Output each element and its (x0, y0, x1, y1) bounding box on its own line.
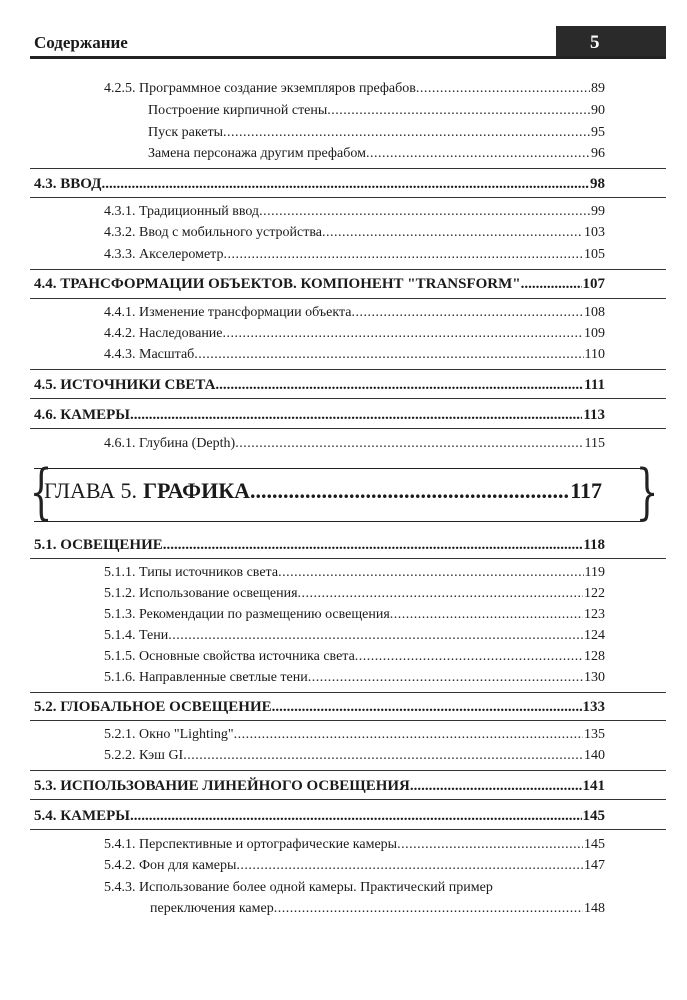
toc-section-5-3[interactable]: 5.3. ИСПОЛЬЗОВАНИЕ ЛИНЕЙНОГО ОСВЕЩЕНИЯ ..... 141 (34, 775, 605, 797)
toc-entry-4-3-1[interactable]: 4.3.1. Традиционный ввод ..... 99 (104, 201, 605, 223)
section-rule (30, 799, 666, 800)
toc-entry-4-2-5[interactable]: 4.2.5. Программное создание экземпляров префабов ..... 89 (104, 78, 605, 100)
toc-section-4-4[interactable]: 4.4. ТРАНСФОРМАЦИИ ОБЪЕКТОВ. КОМПОНЕНТ "TRANSFORM" ..... 107 (34, 273, 605, 295)
left-brace-ornament: { (29, 457, 53, 527)
toc-entry-4-3-3[interactable]: 4.3.3. Акселерометр ..... 105 (104, 244, 605, 266)
toc-section-4-6[interactable]: 4.6. КАМЕРЫ ..... 113 (34, 404, 605, 426)
section-rule (30, 269, 666, 270)
toc-entry-5-1-5[interactable]: 5.1.5. Основные свойства источника света ..... 128 (104, 646, 605, 668)
toc-entry-5-1-6[interactable]: 5.1.6. Направленные светлые тени ..... 130 (104, 667, 605, 689)
section-rule (30, 298, 666, 299)
section-rule (30, 558, 666, 559)
section-rule (30, 692, 666, 693)
chapter-page: 117 (570, 478, 602, 503)
section-rule (30, 770, 666, 771)
toc-entry-character-swap[interactable]: Замена персонажа другим префабом ..... 96 (148, 143, 605, 165)
section-rule (30, 168, 666, 169)
toc-entry-5-1-2[interactable]: 5.1.2. Использование освещения ..... 122 (104, 583, 605, 605)
toc-entry-5-1-1[interactable]: 5.1.1. Типы источников света ..... 119 (104, 562, 605, 584)
toc-entry-5-1-3[interactable]: 5.1.3. Рекомендации по размещению освещения ..... 123 (104, 604, 605, 626)
toc-entry-5-4-3-cont[interactable]: переключения камер ..... 148 (150, 898, 605, 920)
header-rule (30, 56, 666, 59)
section-rule (30, 829, 666, 830)
page-header (0, 0, 687, 62)
toc-entry-5-1-4[interactable]: 5.1.4. Тени ..... 124 (104, 625, 605, 647)
section-rule (30, 369, 666, 370)
toc-entry-5-4-2[interactable]: 5.4.2. Фон для камеры ..... 147 (104, 855, 605, 877)
toc-entry-5-4-1[interactable]: 5.4.1. Перспективные и ортографические камеры ..... 145 (104, 834, 605, 856)
toc-entry-brick-wall[interactable]: Построение кирпичной стены ..... 90 (148, 100, 605, 122)
page-number: 5 (590, 32, 600, 53)
section-rule (30, 428, 666, 429)
toc-section-5-4[interactable]: 5.4. КАМЕРЫ ..... 145 (34, 805, 605, 827)
toc-entry-4-4-2[interactable]: 4.4.2. Наследование ..... 109 (104, 323, 605, 345)
header-title: Содержание (34, 33, 128, 52)
toc-entry-4-4-3[interactable]: 4.4.3. Масштаб ..... 110 (104, 344, 605, 366)
toc-entry-rocket[interactable]: Пуск ракеты ..... 95 (148, 122, 605, 144)
toc-entry-5-2-1[interactable]: 5.2.1. Окно "Lighting" ..... 135 (104, 724, 605, 746)
section-rule (30, 720, 666, 721)
toc-chapter-5[interactable] (44, 478, 602, 512)
toc-section-5-2[interactable]: 5.2. ГЛОБАЛЬНОЕ ОСВЕЩЕНИЕ ..... 133 (34, 696, 605, 718)
toc-entry-4-4-1[interactable]: 4.4.1. Изменение трансформации объекта ..... 108 (104, 302, 605, 324)
toc-entry-4-6-1[interactable]: 4.6.1. Глубина (Depth) ..... 115 (104, 433, 605, 455)
toc-entry-4-3-2[interactable]: 4.3.2. Ввод с мобильного устройства ..... 103 (104, 222, 605, 244)
toc-section-5-1[interactable]: 5.1. ОСВЕЩЕНИЕ ..... 118 (34, 534, 605, 556)
right-brace-ornament: } (635, 457, 659, 527)
toc-entry-5-4-3[interactable]: 5.4.3. Использование более одной камеры. Практический пример (104, 880, 493, 895)
toc-section-4-5[interactable]: 4.5. ИСТОЧНИКИ СВЕТА ..... 111 (34, 374, 605, 396)
toc-entry-5-2-2[interactable]: 5.2.2. Кэш GI ..... 140 (104, 745, 605, 767)
toc-section-4-3[interactable]: 4.3. ВВОД ..... 98 (34, 173, 605, 195)
page-number-box (556, 26, 666, 59)
section-rule (30, 398, 666, 399)
section-rule (30, 197, 666, 198)
chapter-prefix: ГЛАВА 5. (44, 478, 138, 503)
chapter-title: ГРАФИКА (143, 478, 251, 503)
